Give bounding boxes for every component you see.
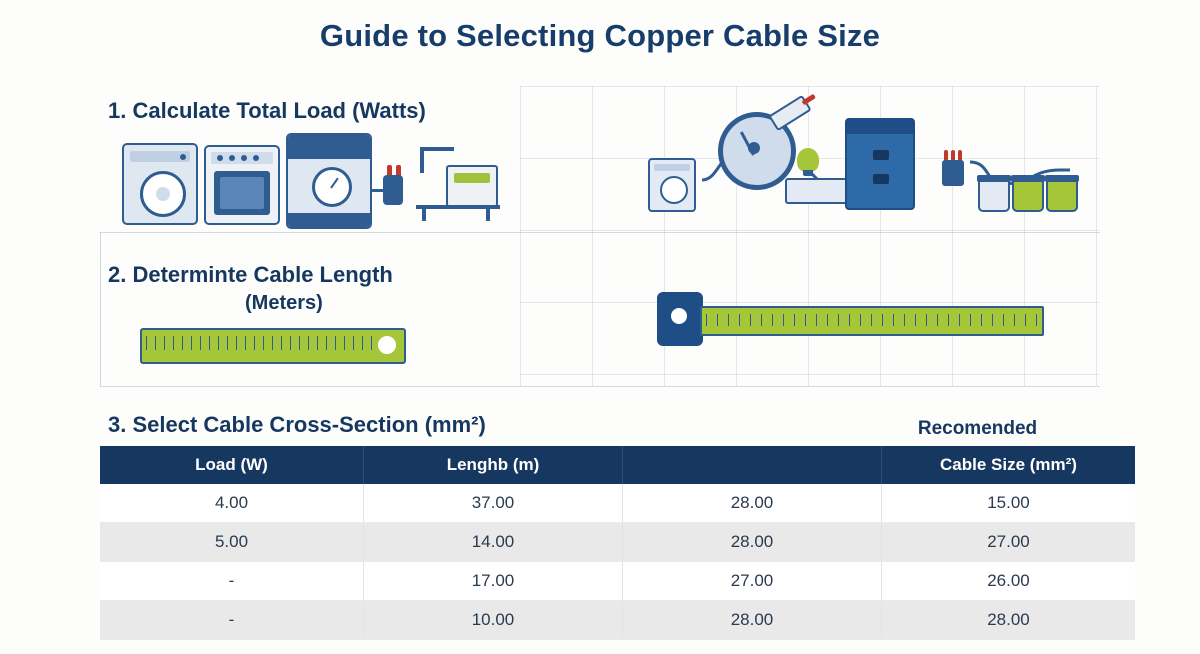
step-2-subheading: (Meters) xyxy=(245,292,323,314)
cell-load: - xyxy=(100,562,364,601)
table-header-blank xyxy=(623,446,882,484)
plug-icon xyxy=(377,165,403,209)
fridge-top xyxy=(288,135,370,159)
fridge-base xyxy=(288,213,370,227)
step-2-heading xyxy=(108,262,393,288)
oven-window xyxy=(214,171,270,215)
fridge-dial xyxy=(312,167,352,207)
washing-machine-icon xyxy=(122,143,198,225)
oven-controls xyxy=(211,152,273,164)
bulb-base-plate xyxy=(785,178,851,204)
cell-load: 5.00 xyxy=(100,523,364,562)
ruler-icon xyxy=(140,328,406,364)
recommended-label: Recomended xyxy=(917,418,1038,439)
divider-line-left xyxy=(100,232,101,386)
cable-spool-icon-2 xyxy=(1012,178,1044,212)
washing-machine-icon-small xyxy=(648,158,696,212)
divider-line-bottom xyxy=(100,386,1100,387)
cell-cable-size: 26.00 xyxy=(882,562,1136,601)
table-row xyxy=(100,601,1135,640)
step-3-number: 3. xyxy=(108,412,127,437)
cell-middle: 28.00 xyxy=(623,523,882,562)
cell-middle: 28.00 xyxy=(623,601,882,640)
industrial-machine-icon xyxy=(412,147,504,221)
cable-plug-icon xyxy=(938,150,966,186)
step-1-label: Calculate Total Load (Watts) xyxy=(132,98,426,123)
cell-cable-size: 27.00 xyxy=(882,523,1136,562)
cell-cable-size: 28.00 xyxy=(882,601,1136,640)
cell-length: 14.00 xyxy=(364,523,623,562)
light-bulb-icon xyxy=(797,148,819,172)
cable-spool-icon-1 xyxy=(978,178,1010,212)
cell-middle: 28.00 xyxy=(623,484,882,523)
cell-length: 10.00 xyxy=(364,601,623,640)
cable-spool-icon-3 xyxy=(1046,178,1078,212)
cell-cable-size: 15.00 xyxy=(882,484,1136,523)
page-title: Guide to Selecting Copper Cable Size xyxy=(319,18,881,53)
electrical-panel-icon xyxy=(845,118,915,210)
step-1-number: 1. xyxy=(108,98,127,123)
oven-icon xyxy=(204,145,280,225)
table-row xyxy=(100,523,1135,562)
tape-measure-icon xyxy=(657,292,703,346)
cable-size-table-wrapper xyxy=(100,446,1100,640)
cell-length: 17.00 xyxy=(364,562,623,601)
step-2-label: Determinte Cable Length xyxy=(132,262,393,287)
washer-door xyxy=(140,171,186,217)
cell-load: - xyxy=(100,601,364,640)
cable-size-table xyxy=(100,446,1135,640)
step-3-heading xyxy=(108,412,486,438)
table-header-row xyxy=(100,446,1135,484)
table-header-length: Lenghb (m) xyxy=(364,446,623,484)
cell-middle: 27.00 xyxy=(623,562,882,601)
tape-measure-strip xyxy=(700,306,1044,336)
cell-load: 4.00 xyxy=(100,484,364,523)
table-header-load: Load (W) xyxy=(100,446,364,484)
cell-length: 37.00 xyxy=(364,484,623,523)
table-header-cable-size: Cable Size (mm²) xyxy=(882,446,1136,484)
table-row xyxy=(100,484,1135,523)
step-3-label: Select Cable Cross-Section (mm²) xyxy=(132,412,486,437)
divider-line-top xyxy=(100,232,1100,233)
washer-control-bar xyxy=(130,151,190,162)
step-1-heading xyxy=(108,98,426,124)
step-2-number: 2. xyxy=(108,262,127,287)
table-row xyxy=(100,562,1135,601)
refrigerator-icon xyxy=(286,133,372,229)
